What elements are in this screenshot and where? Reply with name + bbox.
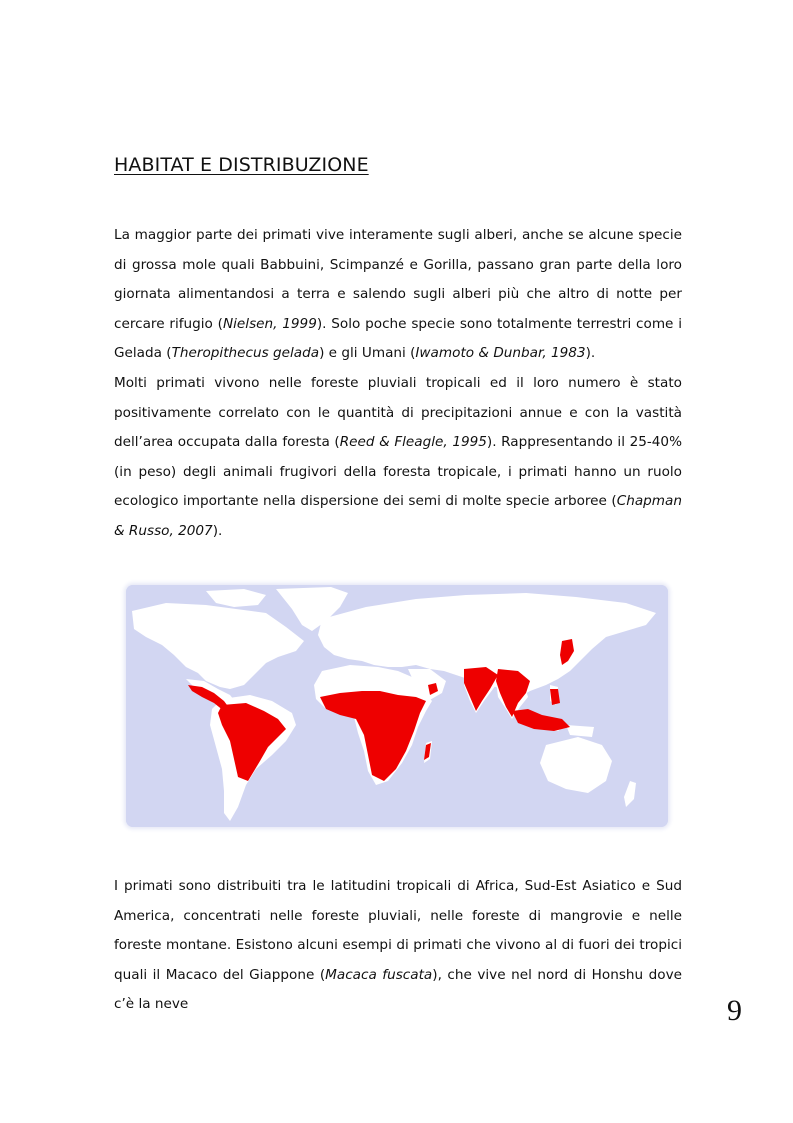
- primate-distribution-map: [126, 585, 668, 827]
- text-run: ). Solo poche specie sono totalmente terrestri come i Gelada (: [114, 315, 682, 362]
- text-run: ), che vive nel nord di Honshu dove c’è la neve: [114, 966, 683, 1013]
- paragraph-2: [114, 375, 682, 539]
- citation-italic: Reed & Fleagle, 1995: [339, 434, 487, 451]
- text-run: Molti primati vivono nelle foreste pluviali tropicali ed il loro numero è stato positivamente correlato con le quantità di precipitazioni annue e con la vastità dell’area occupata dalla foresta (: [114, 374, 682, 451]
- citation-italic: Theropithecus gelada: [171, 345, 320, 362]
- text-run: ). Rappresentando il 25-40% (in peso) degli animali frugivori della foresta tropicale, i primati hanno un ruolo ecologico importante nella dispersione dei semi di molte specie arboree (: [114, 434, 682, 510]
- text-run: ).: [585, 345, 596, 362]
- citation-italic: Nielsen, 1999: [222, 315, 317, 332]
- text-run: I primati sono distribuiti tra le latitudini tropicali di Africa, Sud-Est Asiatico e Sud America, concentrati nelle foreste pluviali, nelle foreste di mangrovie e nelle foreste montane. Esistono alcuni esempi di primati che vivono al di fuori dei tropici quali il Macaco del Giappone (: [114, 878, 682, 983]
- paragraph-3: [114, 878, 682, 1012]
- citation-italic: Macaca fuscata: [325, 966, 433, 983]
- citation-italic: Chapman & Russo, 2007: [114, 493, 682, 539]
- page-number: 9: [727, 994, 742, 1027]
- paragraph-1: [114, 227, 682, 361]
- text-run: ) e gli Umani (: [319, 345, 416, 362]
- body-text-top: [114, 221, 682, 547]
- citation-italic: Iwamoto & Dunbar, 1983: [415, 345, 586, 362]
- world-map-svg: [126, 585, 668, 827]
- text-run: La maggior parte dei primati vive interamente sugli alberi, anche se alcune specie di grossa mole quali Babbuini, Scimpanzé e Gorilla, passano gran parte della loro giornata alimentandosi a terra e salendo sugli alberi più che altro di notte per cercare rifugio (: [114, 227, 682, 332]
- section-heading: HABITAT E DISTRIBUZIONE: [114, 154, 369, 176]
- body-text-bottom: [114, 872, 682, 1020]
- text-run: ).: [212, 522, 223, 539]
